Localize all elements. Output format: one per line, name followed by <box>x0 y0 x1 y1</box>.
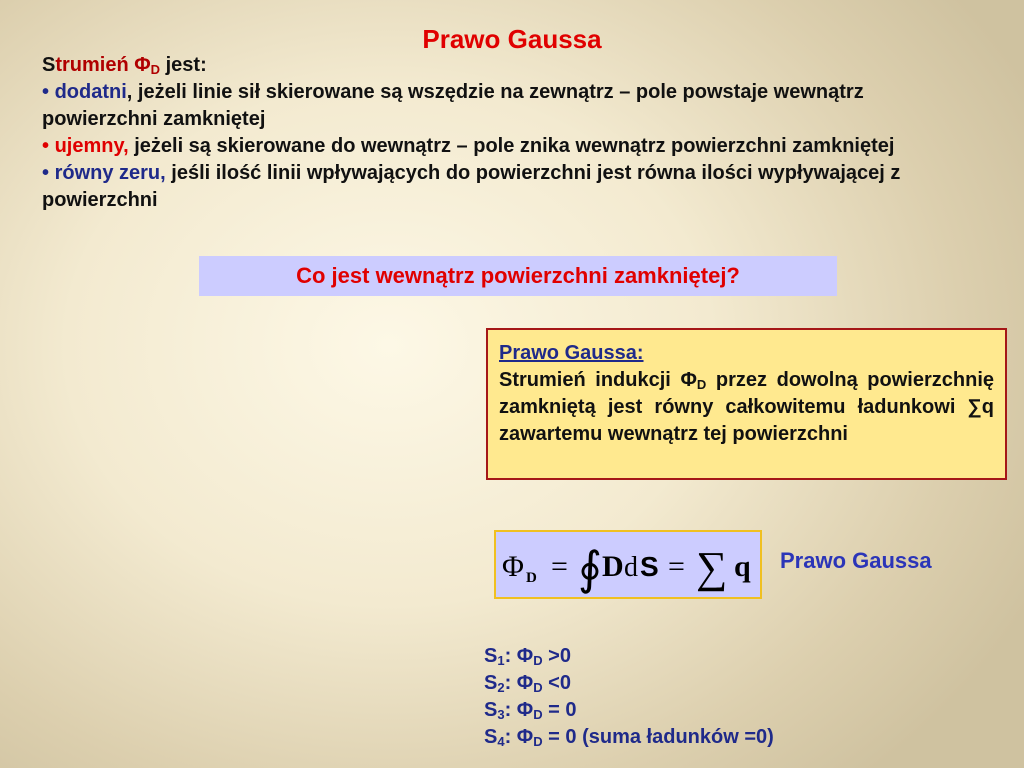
intro-prefix: S <box>42 54 56 76</box>
bullet-keyword: ujemny, <box>54 135 129 157</box>
bullet-zero <box>42 160 942 214</box>
slide-title: Prawo Gaussa <box>422 24 602 54</box>
bullet-positive <box>42 79 942 133</box>
formula-sub: D <box>526 570 537 586</box>
case-row: $S_3$: $\Phi_D = 0$ <box>484 699 577 722</box>
formula-phi: Φ <box>502 550 524 583</box>
formula-q: q <box>734 550 751 583</box>
gauss-box-header: Prawo Gaussa: <box>499 342 644 364</box>
intro-phi: $\Phi_D$ <box>134 54 161 77</box>
formula-d: d <box>624 552 638 583</box>
oint-icon: ∮ <box>578 543 602 594</box>
formula-S: S <box>640 551 659 582</box>
phi-symbol: Φ <box>680 369 697 391</box>
case-row: $S_4$: $\Phi_D = 0$ (suma ładunków =0) <box>484 726 774 749</box>
formula-equals-1: = <box>551 550 568 583</box>
bullet-keyword: dodatni <box>54 81 127 103</box>
gauss-formula <box>494 530 762 599</box>
gauss-box-text: Strumień indukcji $\Phi_D$ przez dowolną powierzchnię zamkniętą jest równy całkowitemu ładunkowi ∑q zawartemu wewnątrz tej powierzchni <box>499 369 994 445</box>
formula-svg <box>496 532 760 597</box>
bullet-keyword: równy zeru, <box>54 162 166 184</box>
bullet-text: jeśli ilość linii wpływających do powierzchni jest równa ilości wypływającej z powierzchni <box>42 162 901 211</box>
surface-cases <box>484 643 774 751</box>
formula-label: Prawo Gaussa <box>780 548 932 573</box>
question-banner: Co jest wewnątrz powierzchni zamkniętej? <box>199 256 837 296</box>
case-row: $S_2$: $\Phi_D <0$ <box>484 672 571 695</box>
sigma-symbol: ∑ <box>967 396 982 418</box>
bullet-negative <box>42 133 942 160</box>
case-row: $S_1$: $\Phi_D >0$ <box>484 645 571 668</box>
intro-suffix: jest: <box>160 54 207 76</box>
bullet-text: , jeżeli linie sił skierowane są wszędzie na zewnątrz – pole powstaje wewnątrz powierzchni zamkniętej <box>42 81 864 130</box>
bullet-text: jeżeli są skierowane do wewnątrz – pole znika wewnątrz powierzchni zamkniętej <box>128 135 895 157</box>
bullet-marker: • <box>42 135 55 157</box>
formula-equals-2: = <box>668 550 685 583</box>
formula-D: D <box>602 550 624 583</box>
intro-line <box>42 52 942 79</box>
intro-word: trumień <box>55 54 129 76</box>
flux-description <box>42 52 942 214</box>
bullet-marker: • <box>42 81 55 103</box>
bullet-marker: • <box>42 162 55 184</box>
gauss-law-box <box>486 328 1007 480</box>
sum-icon: ∑ <box>696 543 728 592</box>
